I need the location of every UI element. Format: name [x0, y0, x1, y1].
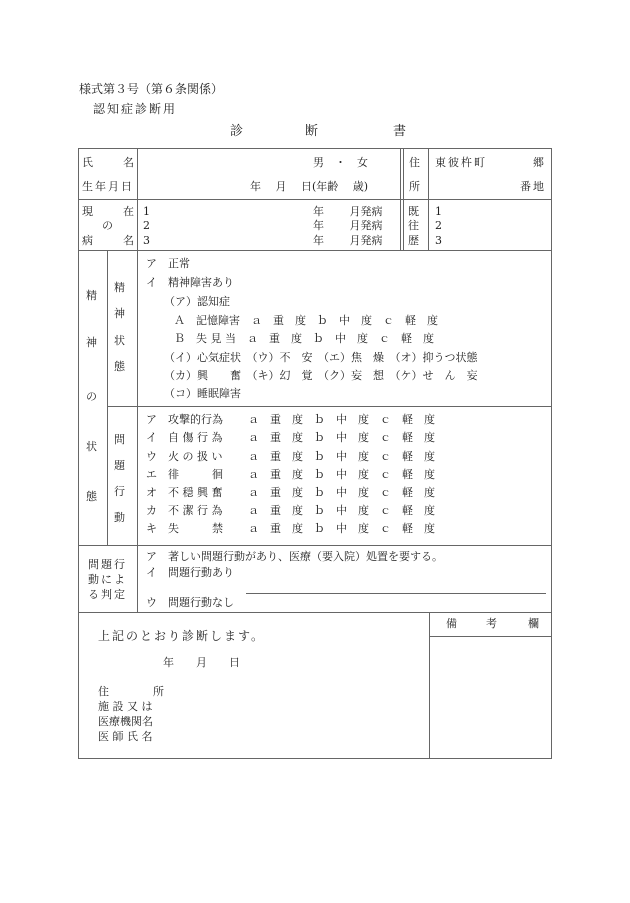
border-top: [78, 148, 552, 149]
history-no[interactable]: 2: [435, 219, 442, 232]
behavior-grades[interactable]: ａ 重 度 ｂ 中 度 ｃ 軽 度: [248, 522, 435, 535]
behavior-grades[interactable]: ａ 重 度 ｂ 中 度 ｃ 軽 度: [248, 468, 435, 481]
disease-label-r: 在: [123, 205, 134, 218]
behavior-grades[interactable]: ａ 重 度 ｂ 中 度 ｃ 軽 度: [248, 431, 435, 444]
behavior-label: 問: [114, 433, 125, 446]
address-go: 郷: [533, 156, 544, 169]
mental-outer-label: 精: [86, 289, 97, 302]
state-option[interactable]: （イ）心気症状 （ウ）不 安 （エ）焦 燥 （オ）抑うつ状態: [164, 351, 478, 364]
state-label: 神: [114, 307, 125, 320]
behavior-label: 動: [114, 511, 125, 524]
disease-label-mid: の: [102, 219, 113, 232]
state-option[interactable]: （ア）認知症: [164, 295, 230, 308]
address-town[interactable]: 東彼杵町: [435, 156, 487, 169]
col-sep: [429, 612, 430, 759]
mental-outer-label: 態: [86, 490, 97, 503]
row-sep: [78, 199, 552, 200]
behavior-label: 題: [114, 459, 125, 472]
current-disease-onset: 年 月発病: [313, 234, 383, 247]
form-number: 様式第３号（第６条関係）: [79, 82, 224, 96]
behavior-item[interactable]: ア 攻撃的行為: [146, 413, 223, 426]
remarks-label-char: 考: [486, 617, 497, 630]
cert-address-label-r: 所: [153, 685, 164, 698]
form-subtitle: 認知症診断用: [93, 102, 178, 116]
disease-label-r2: 名: [123, 234, 134, 247]
state-option[interactable]: Ａ 記憶障害 ａ 重 度 ｂ 中 度 ｃ 軽 度: [174, 314, 438, 327]
judgment-label: る判定: [88, 588, 127, 601]
col-sep: [400, 148, 401, 251]
row-sep: [107, 406, 552, 407]
col-sep: [107, 250, 108, 546]
behavior-label: 行: [114, 485, 125, 498]
history-no[interactable]: 1: [435, 205, 442, 218]
behavior-item[interactable]: オ 不 穏 興 奮: [146, 486, 223, 499]
border-right: [551, 148, 552, 759]
behavior-grades[interactable]: ａ 重 度 ｂ 中 度 ｃ 軽 度: [248, 486, 435, 499]
remarks-label-char: 欄: [528, 617, 539, 630]
title-char: 書: [393, 124, 407, 139]
col-sep: [428, 148, 429, 251]
state-label: 態: [114, 360, 125, 373]
state-label: 状: [114, 334, 125, 347]
state-option[interactable]: （カ）興 奮 （キ）幻 覚 （ク）妄 想 （ケ）せ ん 妄: [164, 369, 478, 382]
cert-address-label-l: 住: [98, 685, 109, 698]
behavior-grades[interactable]: ａ 重 度 ｂ 中 度 ｃ 軽 度: [248, 413, 435, 426]
behavior-grades[interactable]: ａ 重 度 ｂ 中 度 ｃ 軽 度: [248, 450, 435, 463]
judgment-label: 動によ: [88, 573, 127, 586]
name-label-l: 氏: [82, 156, 93, 169]
judgment-underline: [246, 593, 546, 594]
remarks-field[interactable]: [432, 640, 548, 755]
title-char: 診: [230, 124, 244, 139]
birth-label: 生年月日: [82, 180, 134, 193]
row-sep: [429, 636, 552, 637]
state-option[interactable]: Ｂ 失 見 当 ａ 重 度 ｂ 中 度 ｃ 軽 度: [174, 332, 434, 345]
border-left: [78, 148, 79, 759]
judgment-label: 問題行: [88, 558, 127, 571]
col-sep: [403, 148, 404, 251]
judgment-option[interactable]: ア 著しい問題行動があり、医療（要入院）処置を要する。: [146, 550, 443, 563]
behavior-item[interactable]: イ 自 傷 行 為: [146, 431, 223, 444]
address-banchi: 番地: [520, 180, 546, 193]
current-disease-no[interactable]: 2: [143, 219, 150, 232]
certification-statement: 上記のとおり診断します。: [98, 629, 266, 643]
address-label-top: 住: [409, 156, 420, 169]
facility-name-label: 医療機関名: [98, 715, 153, 728]
title-char: 断: [305, 124, 319, 139]
name-label-r: 名: [123, 156, 134, 169]
behavior-item[interactable]: エ 徘 徊: [146, 468, 223, 481]
row-sep: [78, 612, 552, 613]
facility-label: 施 設 又 は: [98, 700, 153, 713]
behavior-item[interactable]: ウ 火 の 扱 い: [146, 450, 223, 463]
state-label: 精: [114, 281, 125, 294]
row-sep: [78, 545, 552, 546]
history-label: 既: [408, 205, 419, 218]
mental-outer-label: の: [86, 390, 97, 403]
state-option[interactable]: （コ）睡眠障害: [164, 387, 241, 400]
sex-field[interactable]: 男 ・ 女: [313, 156, 368, 169]
current-disease-onset: 年 月発病: [313, 219, 383, 232]
current-disease-no[interactable]: 3: [143, 234, 150, 247]
disease-label-l: 現: [82, 205, 93, 218]
mental-outer-label: 状: [86, 440, 97, 453]
disease-label-l2: 病: [82, 234, 93, 247]
current-disease-no[interactable]: 1: [143, 205, 150, 218]
col-sep: [137, 148, 138, 613]
birth-field[interactable]: 年 月 日(年齢 歳): [250, 180, 369, 193]
behavior-item[interactable]: キ 失 禁: [146, 522, 223, 535]
current-disease-onset: 年 月発病: [313, 205, 383, 218]
certification-date[interactable]: 年 月 日: [163, 656, 240, 669]
mental-outer-label: 神: [86, 336, 97, 349]
history-label: 往: [408, 219, 419, 232]
history-no[interactable]: 3: [435, 234, 442, 247]
remarks-label-char: 備: [446, 617, 457, 630]
history-label: 歴: [408, 234, 419, 247]
border-bottom: [78, 758, 552, 759]
address-label-bottom: 所: [409, 180, 420, 193]
judgment-option[interactable]: ウ 問題行動なし: [146, 596, 234, 609]
row-sep: [78, 250, 552, 251]
judgment-option[interactable]: イ 問題行動あり: [146, 566, 234, 579]
state-option[interactable]: ア 正常: [146, 257, 190, 270]
behavior-item[interactable]: カ 不 潔 行 為: [146, 504, 223, 517]
behavior-grades[interactable]: ａ 重 度 ｂ 中 度 ｃ 軽 度: [248, 504, 435, 517]
state-option[interactable]: イ 精神障害あり: [146, 276, 234, 289]
doctor-name-label: 医 師 氏 名: [98, 730, 153, 743]
